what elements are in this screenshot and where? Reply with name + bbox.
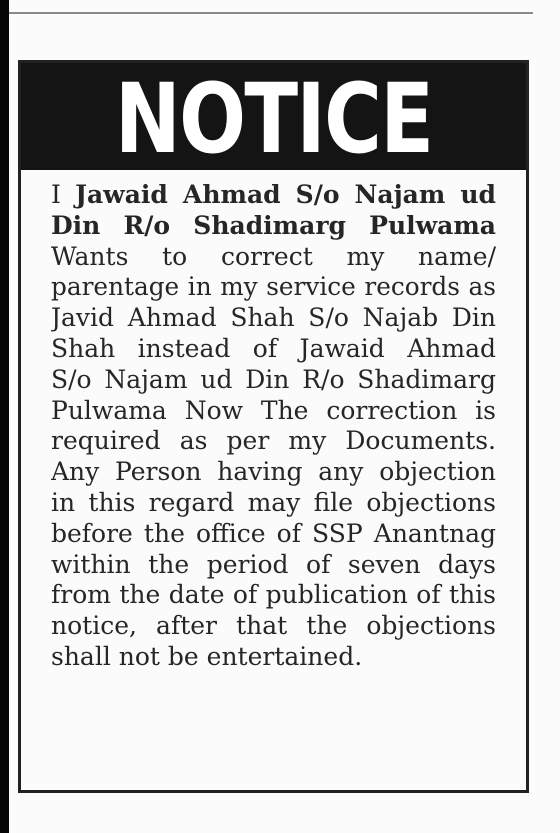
notice-header [21, 63, 526, 170]
notice-line-14: from the date of publication of this [51, 580, 496, 610]
notice-title: NOTICE [114, 63, 433, 170]
notice-line-16: shall not be entertained. [51, 641, 363, 671]
notice-line-4: parentage in my service records as [51, 272, 496, 302]
notice-body [21, 170, 526, 673]
notice-line-1-name: Jawaid Ahmad S/o Najam ud [75, 180, 496, 209]
notice-line-1 [51, 180, 496, 211]
notice-line-7: S/o Najam ud Din R/o Shadimarg [51, 364, 496, 394]
top-divider [9, 12, 533, 14]
notice-line-10: Any Person having any objection [51, 457, 496, 487]
notice-line-1-prefix: I [51, 180, 76, 209]
notice-box [18, 60, 529, 793]
page-edge-shadow [0, 0, 9, 833]
notice-line-15: notice, after that the objections [51, 611, 496, 641]
notice-line-11: in this regard may file objections [51, 487, 496, 517]
notice-line-9: required as per my Documents. [51, 426, 496, 456]
notice-line-2: Din R/o Shadimarg Pulwama [51, 210, 496, 240]
notice-line-6: Shah instead of Jawaid Ahmad [51, 333, 496, 363]
notice-line-8: Pulwama Now The correction is [51, 395, 496, 425]
notice-line-13: within the period of seven days [51, 549, 496, 579]
notice-line-12: before the office of SSP Anantnag [51, 518, 496, 548]
notice-line-3: Wants to correct my name/ [51, 241, 496, 271]
notice-line-5: Javid Ahmad Shah S/o Najab Din [51, 303, 496, 333]
